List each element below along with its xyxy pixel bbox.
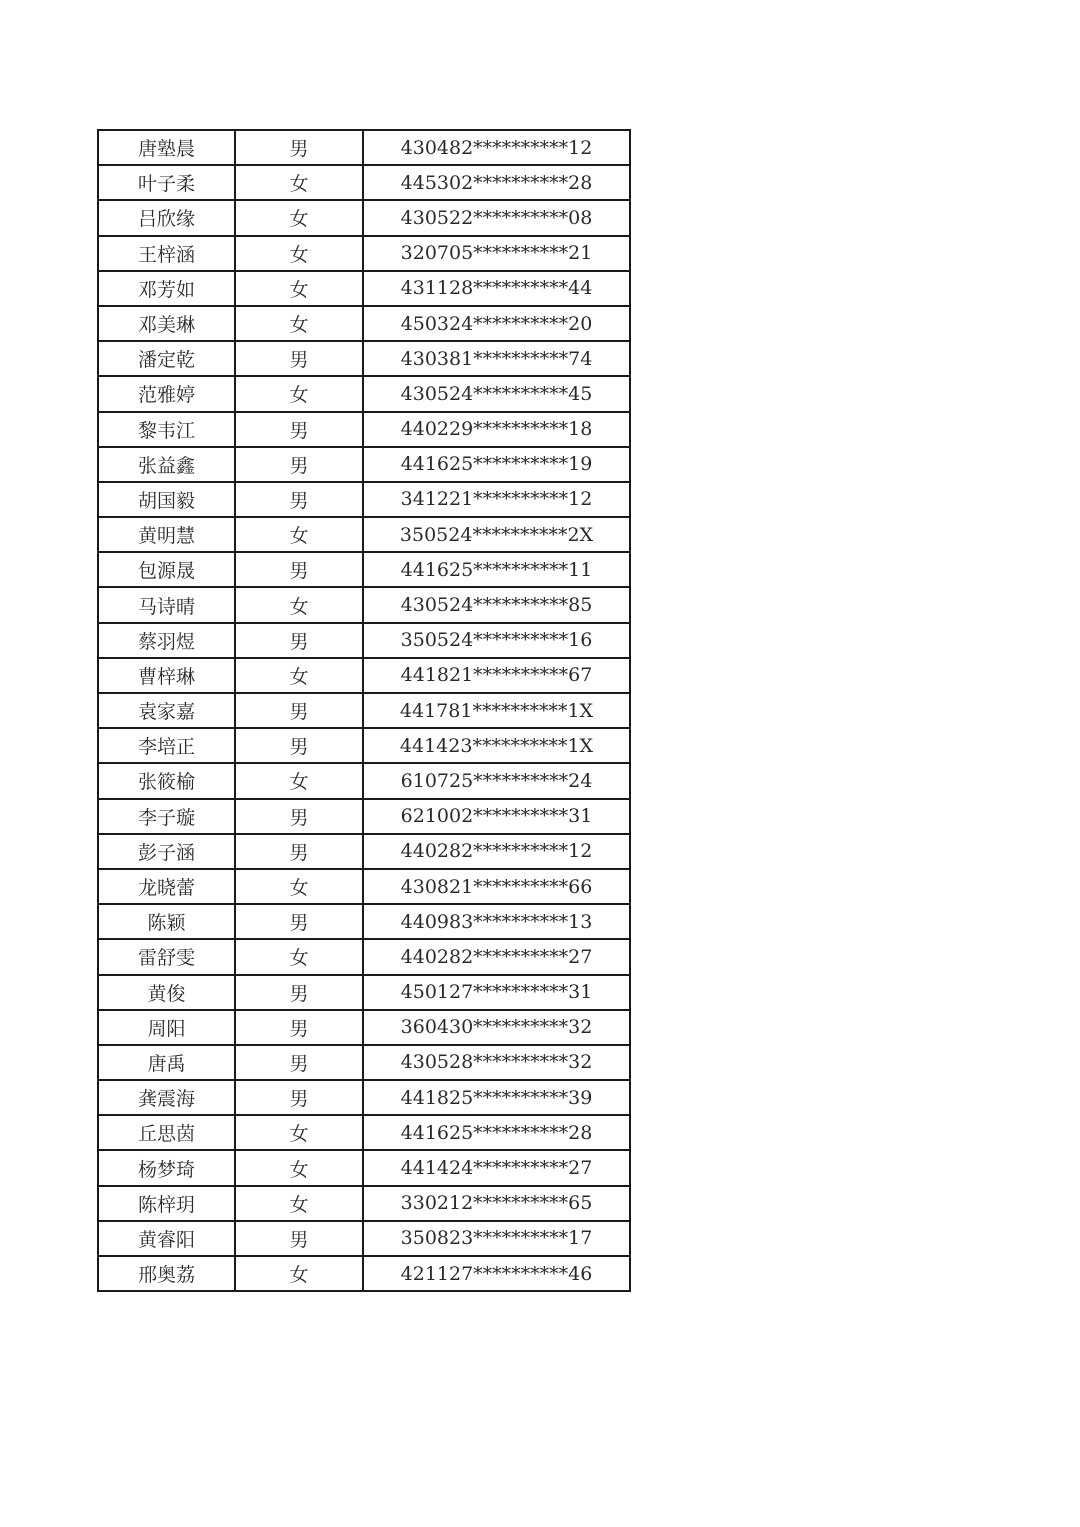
gender-cell: 男 — [235, 904, 363, 939]
id-number-cell: 430522**********08 — [363, 200, 630, 235]
id-number-cell: 350524**********2X — [363, 517, 630, 552]
name-cell: 张益鑫 — [98, 447, 235, 482]
id-number-cell: 440229**********18 — [363, 412, 630, 447]
table-row — [98, 658, 630, 693]
name-cell: 丘思茵 — [98, 1115, 235, 1150]
gender-cell: 男 — [235, 1080, 363, 1115]
id-number-cell: 320705**********21 — [363, 236, 630, 271]
table-row — [98, 1256, 630, 1291]
id-number-cell: 430482**********12 — [363, 130, 630, 165]
table-row — [98, 799, 630, 834]
gender-cell: 男 — [235, 552, 363, 587]
id-number-cell: 450324**********20 — [363, 306, 630, 341]
table-row — [98, 904, 630, 939]
table-row — [98, 1080, 630, 1115]
table-row — [98, 1115, 630, 1150]
gender-cell: 女 — [235, 200, 363, 235]
gender-cell: 女 — [235, 517, 363, 552]
table-row — [98, 1045, 630, 1080]
id-number-cell: 440282**********27 — [363, 939, 630, 974]
table-row — [98, 869, 630, 904]
gender-cell: 女 — [235, 306, 363, 341]
name-cell: 黄俊 — [98, 975, 235, 1010]
name-cell: 李子璇 — [98, 799, 235, 834]
name-cell: 龙晓蕾 — [98, 869, 235, 904]
gender-cell: 女 — [235, 1256, 363, 1291]
gender-cell: 男 — [235, 1045, 363, 1080]
name-cell: 邓美琳 — [98, 306, 235, 341]
table-row — [98, 587, 630, 622]
table-row — [98, 306, 630, 341]
id-number-cell: 360430**********32 — [363, 1010, 630, 1045]
table-row — [98, 412, 630, 447]
gender-cell: 女 — [235, 587, 363, 622]
table-row — [98, 341, 630, 376]
table-row — [98, 1150, 630, 1185]
table-row — [98, 236, 630, 271]
id-number-cell: 330212**********65 — [363, 1186, 630, 1221]
gender-cell: 女 — [235, 376, 363, 411]
gender-cell: 男 — [235, 341, 363, 376]
table-row — [98, 200, 630, 235]
gender-cell: 男 — [235, 834, 363, 869]
table-row — [98, 271, 630, 306]
name-cell: 范雅婷 — [98, 376, 235, 411]
table-row — [98, 693, 630, 728]
name-cell: 唐禹 — [98, 1045, 235, 1080]
id-number-cell: 610725**********24 — [363, 763, 630, 798]
id-number-cell: 430528**********32 — [363, 1045, 630, 1080]
gender-cell: 男 — [235, 728, 363, 763]
id-number-cell: 441781**********1X — [363, 693, 630, 728]
id-number-cell: 430821**********66 — [363, 869, 630, 904]
id-number-cell: 445302**********28 — [363, 165, 630, 200]
name-cell: 胡国毅 — [98, 482, 235, 517]
gender-cell: 女 — [235, 1150, 363, 1185]
name-cell: 曹梓琳 — [98, 658, 235, 693]
id-number-cell: 441625**********28 — [363, 1115, 630, 1150]
gender-cell: 女 — [235, 271, 363, 306]
table-row — [98, 834, 630, 869]
id-number-cell: 350524**********16 — [363, 623, 630, 658]
id-number-cell: 441423**********1X — [363, 728, 630, 763]
id-number-cell: 430524**********45 — [363, 376, 630, 411]
table-row — [98, 165, 630, 200]
gender-cell: 女 — [235, 658, 363, 693]
gender-cell: 男 — [235, 975, 363, 1010]
gender-cell: 男 — [235, 1010, 363, 1045]
gender-cell: 女 — [235, 1186, 363, 1221]
table-row — [98, 939, 630, 974]
table-row — [98, 975, 630, 1010]
name-cell: 邢奥荔 — [98, 1256, 235, 1291]
gender-cell: 男 — [235, 799, 363, 834]
id-number-cell: 350823**********17 — [363, 1221, 630, 1256]
id-number-cell: 441424**********27 — [363, 1150, 630, 1185]
name-cell: 周阳 — [98, 1010, 235, 1045]
name-cell: 王梓涵 — [98, 236, 235, 271]
gender-cell: 女 — [235, 763, 363, 798]
table-row — [98, 130, 630, 165]
id-number-cell: 450127**********31 — [363, 975, 630, 1010]
table-row — [98, 482, 630, 517]
name-cell: 叶子柔 — [98, 165, 235, 200]
name-cell: 黎韦江 — [98, 412, 235, 447]
table-row — [98, 1186, 630, 1221]
id-number-cell: 440983**********13 — [363, 904, 630, 939]
id-number-cell: 341221**********12 — [363, 482, 630, 517]
table-row — [98, 728, 630, 763]
name-cell: 黄明慧 — [98, 517, 235, 552]
id-number-cell: 421127**********46 — [363, 1256, 630, 1291]
name-cell: 袁家嘉 — [98, 693, 235, 728]
name-cell: 彭子涵 — [98, 834, 235, 869]
gender-cell: 男 — [235, 693, 363, 728]
gender-cell: 男 — [235, 623, 363, 658]
gender-cell: 女 — [235, 165, 363, 200]
name-cell: 马诗晴 — [98, 587, 235, 622]
name-cell: 潘定乾 — [98, 341, 235, 376]
gender-cell: 女 — [235, 236, 363, 271]
name-cell: 杨梦琦 — [98, 1150, 235, 1185]
table-row — [98, 1010, 630, 1045]
id-number-cell: 430524**********85 — [363, 587, 630, 622]
name-cell: 龚震海 — [98, 1080, 235, 1115]
id-number-cell: 441825**********39 — [363, 1080, 630, 1115]
id-number-cell: 441625**********19 — [363, 447, 630, 482]
table-row — [98, 376, 630, 411]
name-cell: 唐塾晨 — [98, 130, 235, 165]
table-row — [98, 763, 630, 798]
table-row — [98, 517, 630, 552]
gender-cell: 男 — [235, 412, 363, 447]
table-row — [98, 1221, 630, 1256]
table-row — [98, 623, 630, 658]
name-cell: 雷舒雯 — [98, 939, 235, 974]
id-number-cell: 441625**********11 — [363, 552, 630, 587]
gender-cell: 男 — [235, 130, 363, 165]
name-cell: 蔡羽煜 — [98, 623, 235, 658]
name-cell: 陈梓玥 — [98, 1186, 235, 1221]
gender-cell: 女 — [235, 939, 363, 974]
id-number-cell: 440282**********12 — [363, 834, 630, 869]
name-cell: 陈颖 — [98, 904, 235, 939]
table-row — [98, 447, 630, 482]
gender-cell: 男 — [235, 482, 363, 517]
name-cell: 黄睿阳 — [98, 1221, 235, 1256]
gender-cell: 男 — [235, 1221, 363, 1256]
id-number-cell: 430381**********74 — [363, 341, 630, 376]
roster-table — [97, 129, 631, 1292]
table-row — [98, 552, 630, 587]
id-number-cell: 621002**********31 — [363, 799, 630, 834]
name-cell: 张筱榆 — [98, 763, 235, 798]
name-cell: 邓芳如 — [98, 271, 235, 306]
roster-body — [98, 130, 630, 1291]
name-cell: 李培正 — [98, 728, 235, 763]
gender-cell: 男 — [235, 447, 363, 482]
gender-cell: 女 — [235, 1115, 363, 1150]
gender-cell: 女 — [235, 869, 363, 904]
name-cell: 吕欣缘 — [98, 200, 235, 235]
id-number-cell: 431128**********44 — [363, 271, 630, 306]
name-cell: 包源晟 — [98, 552, 235, 587]
id-number-cell: 441821**********67 — [363, 658, 630, 693]
